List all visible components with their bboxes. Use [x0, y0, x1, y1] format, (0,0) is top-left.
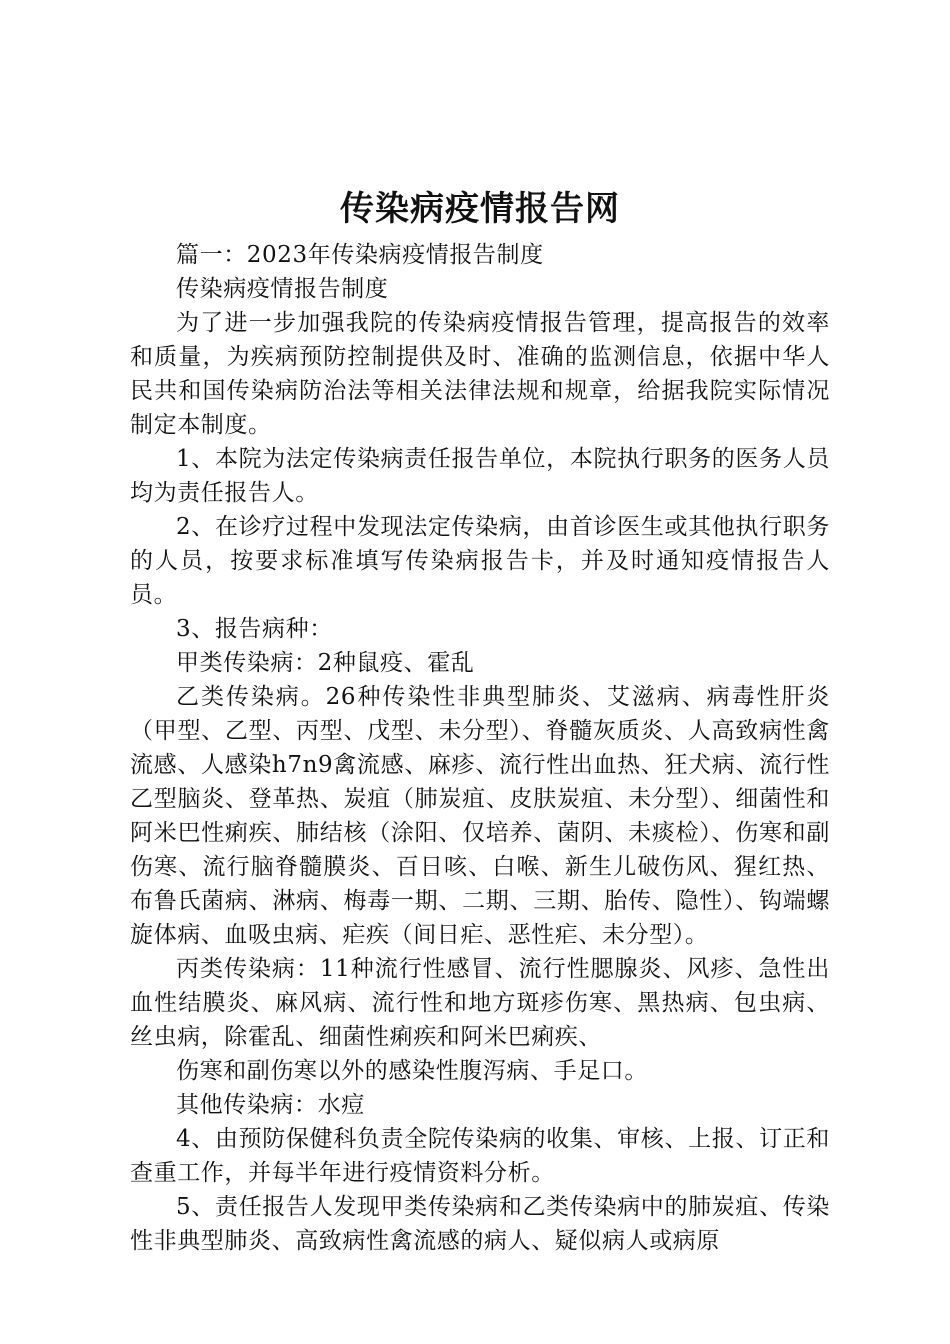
paragraph: 2、在诊疗过程中发现法定传染病，由首诊医生或其他执行职务的人员，按要求标准填写传染病报告卡，并及时通知疫情报告人员。	[130, 514, 830, 608]
document-page	[130, 186, 830, 1258]
paragraph: 为了进一步加强我院的传染病疫情报告管理，提高报告的效率和质量，为疾病预防控制提供及时、准确的监测信息，依据中华人民共和国传染病防治法等相关法律法规和规章，给据我院实际情况制定本制度。	[130, 310, 830, 438]
paragraph: 伤寒和副伤寒以外的感染性腹泻病、手足口。	[176, 1058, 648, 1084]
paragraph: 篇一：2023年传染病疫情报告制度	[176, 242, 544, 268]
paragraph: 其他传染病：水痘	[176, 1092, 365, 1118]
paragraph: 甲类传染病：2种鼠疫、霍乱	[176, 650, 475, 676]
paragraph: 丙类传染病：11种流行性感冒、流行性腮腺炎、风疹、急性出血性结膜炎、麻风病、流行性和地方斑疹伤寒、黑热病、包虫病、丝虫病，除霍乱、细菌性痢疾和阿米巴痢疾、	[130, 956, 830, 1050]
document-title: 传染病疫情报告网	[340, 189, 620, 229]
paragraph: 3、报告病种：	[176, 616, 333, 642]
paragraph: 5、责任报告人发现甲类传染病和乙类传染病中的肺炭疽、传染性非典型肺炎、高致病性禽流感的病人、疑似病人或病原	[130, 1194, 830, 1254]
paragraph: 1、本院为法定传染病责任报告单位，本院执行职务的医务人员均为责任报告人。	[130, 446, 830, 506]
paragraph: 4、由预防保健科负责全院传染病的收集、审核、上报、订正和查重工作，并每半年进行疫情资料分析。	[130, 1126, 830, 1186]
paragraph: 传染病疫情报告制度	[176, 276, 389, 302]
paragraph: 乙类传染病。26种传染性非典型肺炎、艾滋病、病毒性肝炎（甲型、乙型、丙型、戊型、未分型）、脊髓灰质炎、人高致病性禽流感、人感染h7n9禽流感、麻疹、流行性出血热、狂犬病、流行性乙型脑炎、登革热、炭疽（肺炭疽、皮肤炭疽、未分型）、细菌性和阿米巴性痢疾、肺结核（涂阳、仅培养、菌阴、未痰检）、伤寒和副伤寒、流行脑脊髓膜炎、百日咳、白喉、新生儿破伤风、猩红热、布鲁氏菌病、淋病、梅毒一期、二期、三期、胎传、隐性）、钩端螺旋体病、血吸虫病、疟疾（间日疟、恶性疟、未分型）。	[130, 684, 830, 948]
